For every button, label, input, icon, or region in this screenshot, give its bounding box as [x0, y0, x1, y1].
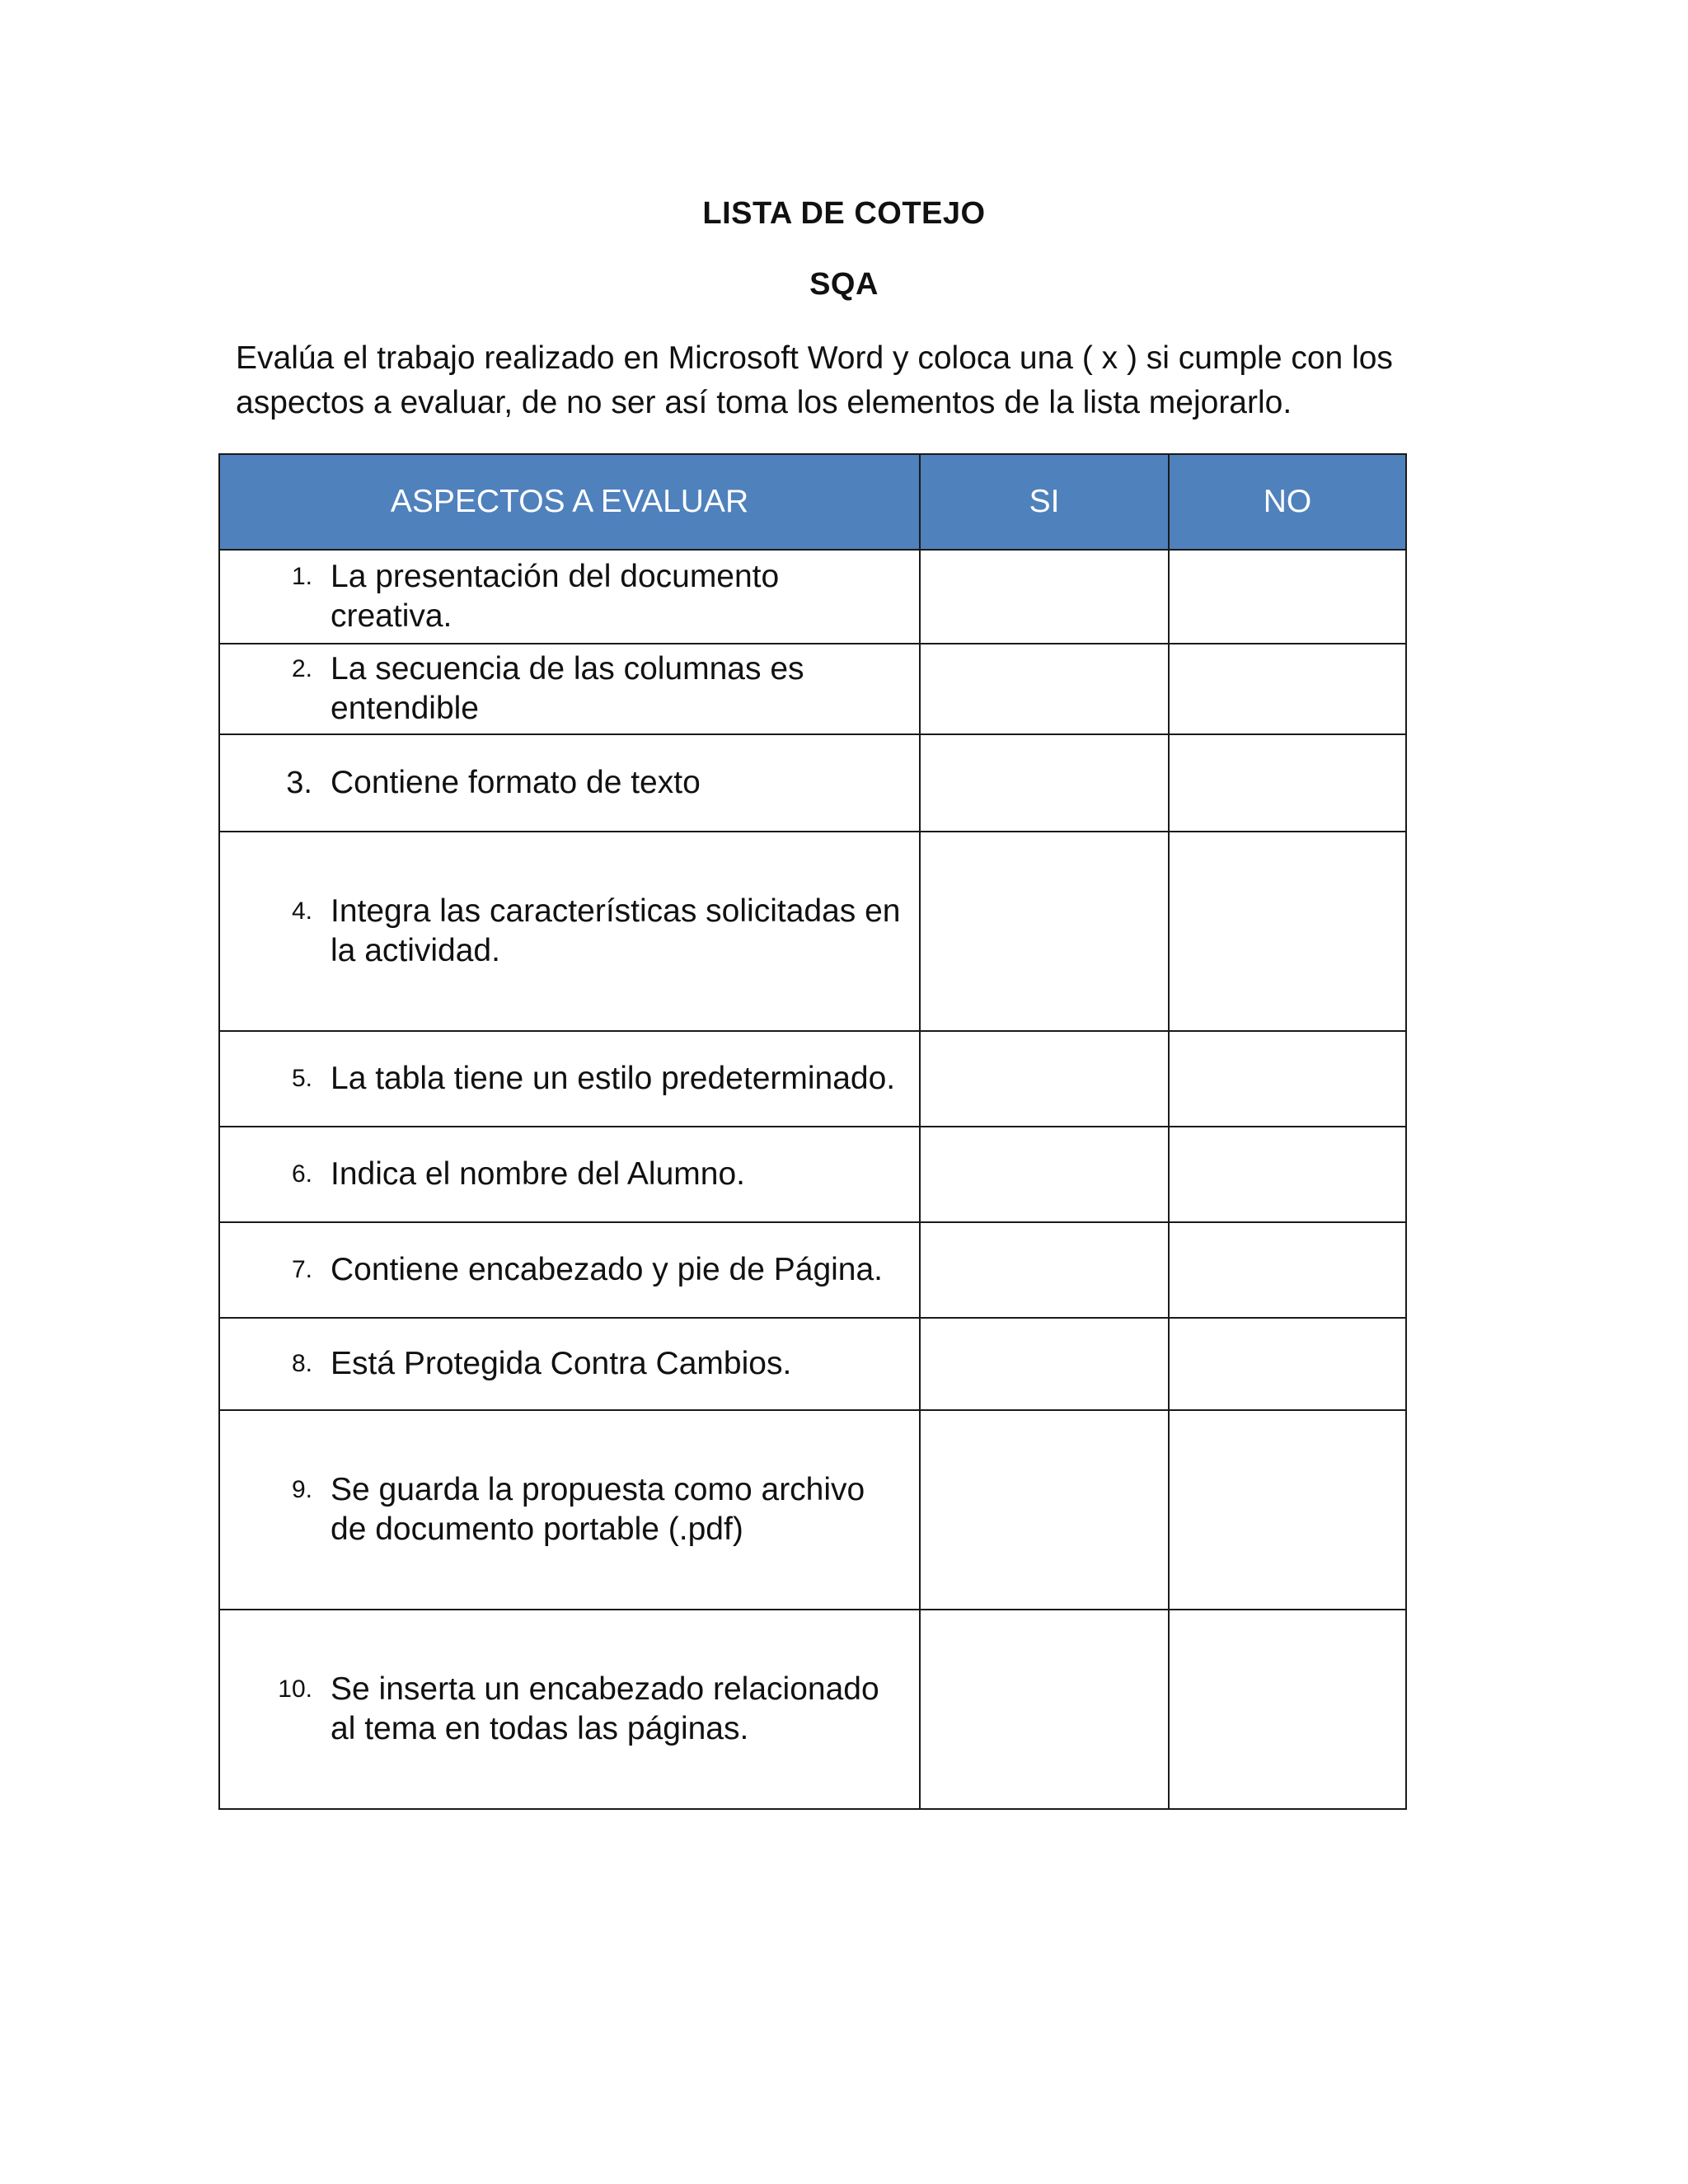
table-row	[219, 1127, 1406, 1222]
no-cell[interactable]	[1169, 832, 1406, 1031]
table-row	[219, 1610, 1406, 1809]
instructions-paragraph: Evalúa el trabajo realizado en Microsoft Word y coloca una ( x ) si cumple con los aspectos a evaluar, de no ser así toma los elementos de la lista mejorarlo.	[236, 340, 1393, 420]
table-row	[219, 1031, 1406, 1127]
table-row	[219, 1318, 1406, 1410]
si-cell[interactable]	[920, 644, 1169, 734]
si-cell[interactable]	[920, 1318, 1169, 1410]
item-text: La tabla tiene un estilo predeterminado.	[331, 1061, 896, 1096]
no-cell[interactable]	[1169, 644, 1406, 734]
no-cell[interactable]	[1169, 1318, 1406, 1410]
si-cell[interactable]	[920, 1127, 1169, 1222]
no-cell[interactable]	[1169, 1031, 1406, 1127]
document-title: LISTA DE COTEJO	[702, 196, 986, 231]
item-number: 1.	[291, 563, 312, 590]
document-subtitle: SQA	[809, 267, 879, 302]
aspect-cell	[219, 1610, 920, 1809]
aspect-cell	[219, 644, 920, 734]
item-text: Está Protegida Contra Cambios.	[331, 1346, 792, 1381]
checklist-table	[218, 453, 1407, 1810]
item-number: 8.	[291, 1350, 312, 1377]
item-text: Integra las características solicitadas en la actividad.	[331, 893, 901, 968]
table-row	[219, 550, 1406, 644]
header-no: NO	[1169, 454, 1406, 550]
no-cell[interactable]	[1169, 550, 1406, 644]
item-number: 4.	[291, 898, 312, 925]
aspect-cell	[219, 1410, 920, 1610]
no-cell[interactable]	[1169, 1127, 1406, 1222]
item-number: 9.	[291, 1476, 312, 1503]
no-cell[interactable]	[1169, 1410, 1406, 1610]
si-cell[interactable]	[920, 734, 1169, 832]
header-si: SI	[920, 454, 1169, 550]
item-text: Se guarda la propuesta como archivo de documento portable (.pdf)	[331, 1472, 865, 1547]
aspect-cell	[219, 734, 920, 832]
table-row	[219, 832, 1406, 1031]
si-cell[interactable]	[920, 832, 1169, 1031]
header-aspects: ASPECTOS A EVALUAR	[219, 454, 920, 550]
aspect-cell	[219, 550, 920, 644]
item-number: 6.	[291, 1160, 312, 1188]
item-text: Indica el nombre del Alumno.	[331, 1156, 745, 1192]
item-number: 5.	[291, 1065, 312, 1092]
si-cell[interactable]	[920, 550, 1169, 644]
no-cell[interactable]	[1169, 734, 1406, 832]
item-number: 2.	[291, 655, 312, 682]
item-text: Contiene formato de texto	[331, 765, 701, 800]
aspect-cell	[219, 1222, 920, 1318]
aspect-cell	[219, 1031, 920, 1127]
item-text: Contiene encabezado y pie de Página.	[331, 1252, 884, 1287]
aspect-cell	[219, 832, 920, 1031]
table-row	[219, 734, 1406, 832]
si-cell[interactable]	[920, 1610, 1169, 1809]
no-cell[interactable]	[1169, 1222, 1406, 1318]
item-number: 7.	[291, 1256, 312, 1283]
no-cell[interactable]	[1169, 1610, 1406, 1809]
item-number: 3.	[286, 766, 312, 800]
aspect-cell	[219, 1127, 920, 1222]
aspect-cell	[219, 1318, 920, 1410]
si-cell[interactable]	[920, 1031, 1169, 1127]
si-cell[interactable]	[920, 1222, 1169, 1318]
si-cell[interactable]	[920, 1410, 1169, 1610]
item-number: 10.	[278, 1675, 312, 1703]
table-row	[219, 1410, 1406, 1610]
table-header-row	[219, 454, 1406, 550]
item-text: Se inserta un encabezado relacionado al tema en todas las páginas.	[331, 1671, 879, 1746]
table-row	[219, 1222, 1406, 1318]
item-text: La secuencia de las columnas es entendible	[331, 651, 804, 726]
item-text: La presentación del documento creativa.	[331, 559, 780, 634]
table-row	[219, 644, 1406, 734]
